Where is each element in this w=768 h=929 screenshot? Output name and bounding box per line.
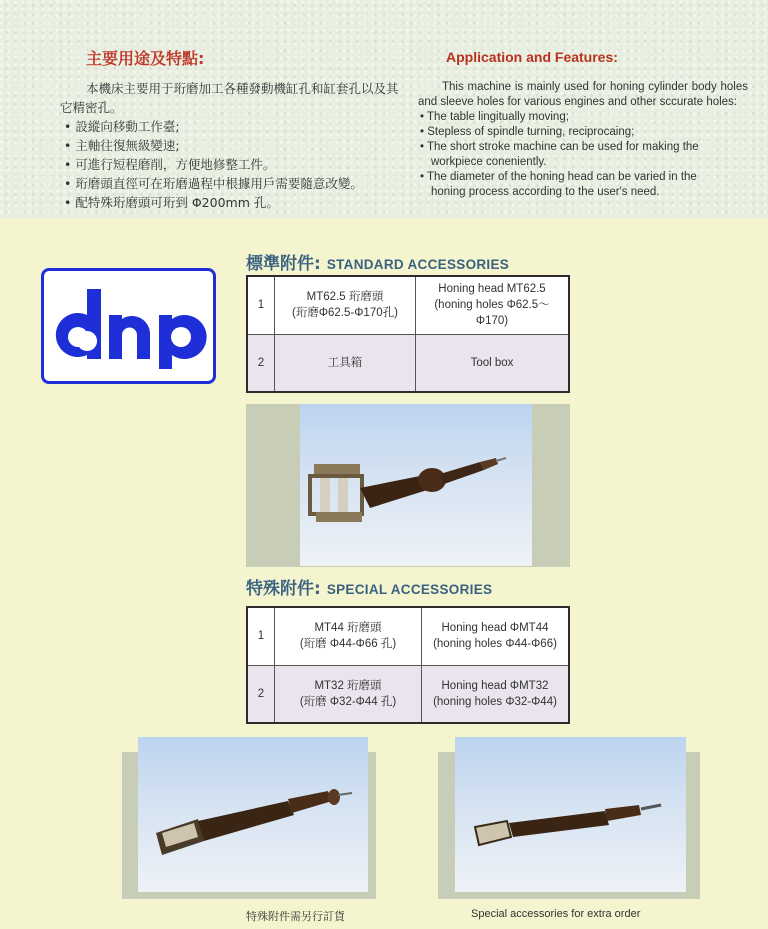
en-bullet-line: • The table lingitually moving;	[420, 111, 569, 123]
cn-desc-line: (珩磨 Φ44-Φ66 孔)	[299, 638, 397, 651]
en-bullet	[418, 170, 748, 200]
table-row	[247, 334, 569, 392]
standard-accessories-table	[246, 275, 570, 393]
cn-bullet: • 可進行短程磨削，方便地修整工件。	[64, 157, 276, 172]
en-extra-order-caption: Special accessories for extra order	[471, 908, 641, 920]
special-accessories-table	[246, 606, 570, 724]
en-bullet-line: • The diameter of the honing head can be varied in the	[420, 171, 697, 183]
cn-bullet: • 設縱向移動工作臺;	[64, 119, 180, 134]
honing-head-image	[138, 737, 368, 892]
row-number: 1	[247, 276, 275, 334]
en-bullet-continuation: honing process according to the user's need.	[431, 186, 660, 198]
en-description	[422, 665, 570, 723]
cn-bullet: • 主軸往復無級變速;	[64, 138, 180, 153]
en-features-title: Application and Features:	[446, 49, 618, 65]
table-row	[247, 276, 569, 334]
en-description: Tool box	[416, 334, 570, 392]
en-bullet-line: • The short stroke machine can be used for making the	[420, 141, 699, 153]
cn-intro: 本機床主要用于珩磨加工各種發動機缸孔和缸套孔以及其它精密孔。	[60, 81, 399, 115]
standard-heading-cn: 標準附件:	[246, 254, 321, 274]
dnp-logo-mark	[49, 281, 209, 371]
en-desc-line: Honing head ΦMT44	[441, 622, 549, 635]
cn-description	[275, 607, 422, 665]
cn-bullet: • 配特殊珩磨頭可珩到 Φ200mm 孔。	[64, 195, 279, 210]
en-desc-line: Honing head MT62.5	[438, 283, 546, 296]
en-description	[422, 607, 570, 665]
honing-head-image	[300, 404, 532, 566]
cn-bullet: • 珩磨頭直徑可在珩磨過程中根據用戶需要隨意改變。	[64, 176, 363, 191]
cn-desc-line: MT44 珩磨頭	[314, 622, 382, 635]
cn-description	[275, 276, 416, 334]
special-heading-cn: 特殊附件:	[246, 579, 321, 599]
en-description	[416, 276, 570, 334]
en-bullet	[418, 125, 748, 140]
en-bullet	[418, 140, 748, 170]
cn-desc-line: MT62.5 珩磨頭	[306, 291, 384, 304]
dnp-logo	[41, 268, 216, 384]
en-desc-line: (honing holes Φ44-Φ66)	[433, 638, 557, 651]
cn-extra-order-caption: 特殊附件需另行訂貨	[246, 910, 345, 923]
standard-heading-en: STANDARD ACCESSORIES	[326, 257, 510, 272]
cn-features-text	[60, 79, 400, 212]
table-row	[247, 665, 569, 723]
cn-desc-line: MT32 珩磨頭	[314, 679, 382, 692]
row-number: 2	[247, 334, 275, 392]
standard-accessories-heading	[246, 249, 509, 274]
en-intro: This machine is mainly used for honing cylinder body holes and sleeve holes for various engines and other sccurate holes:	[418, 81, 748, 108]
special-accessories-heading	[246, 574, 492, 599]
cn-desc-line: (珩磨 Φ32-Φ44 孔)	[299, 695, 397, 708]
cn-description	[275, 665, 422, 723]
en-desc-line: (honing holes Φ62.5～Φ170)	[434, 299, 550, 328]
honing-head-mt62-photo	[300, 404, 532, 566]
row-number: 1	[247, 607, 275, 665]
en-bullet-line: • Stepless of spindle turning, reciprocaing;	[420, 126, 635, 138]
en-features-text	[418, 80, 748, 200]
row-number: 2	[247, 665, 275, 723]
cn-description: 工具箱	[275, 334, 416, 392]
table-row	[247, 607, 569, 665]
en-bullet	[418, 110, 748, 125]
honing-head-image	[455, 737, 686, 892]
en-desc-line: (honing holes Φ32-Φ44)	[433, 695, 557, 708]
honing-head-mt44-photo	[138, 737, 368, 892]
cn-desc-line: (珩磨Φ62.5-Φ170孔)	[292, 307, 398, 320]
honing-head-mt32-photo	[455, 737, 686, 892]
en-bullet-continuation: workpiece coneniently.	[431, 156, 547, 168]
special-heading-en: SPECIAL ACCESSORIES	[326, 582, 493, 597]
en-desc-line: Honing head ΦMT32	[441, 679, 549, 692]
cn-features-title: 主要用途及特點:	[86, 49, 205, 68]
